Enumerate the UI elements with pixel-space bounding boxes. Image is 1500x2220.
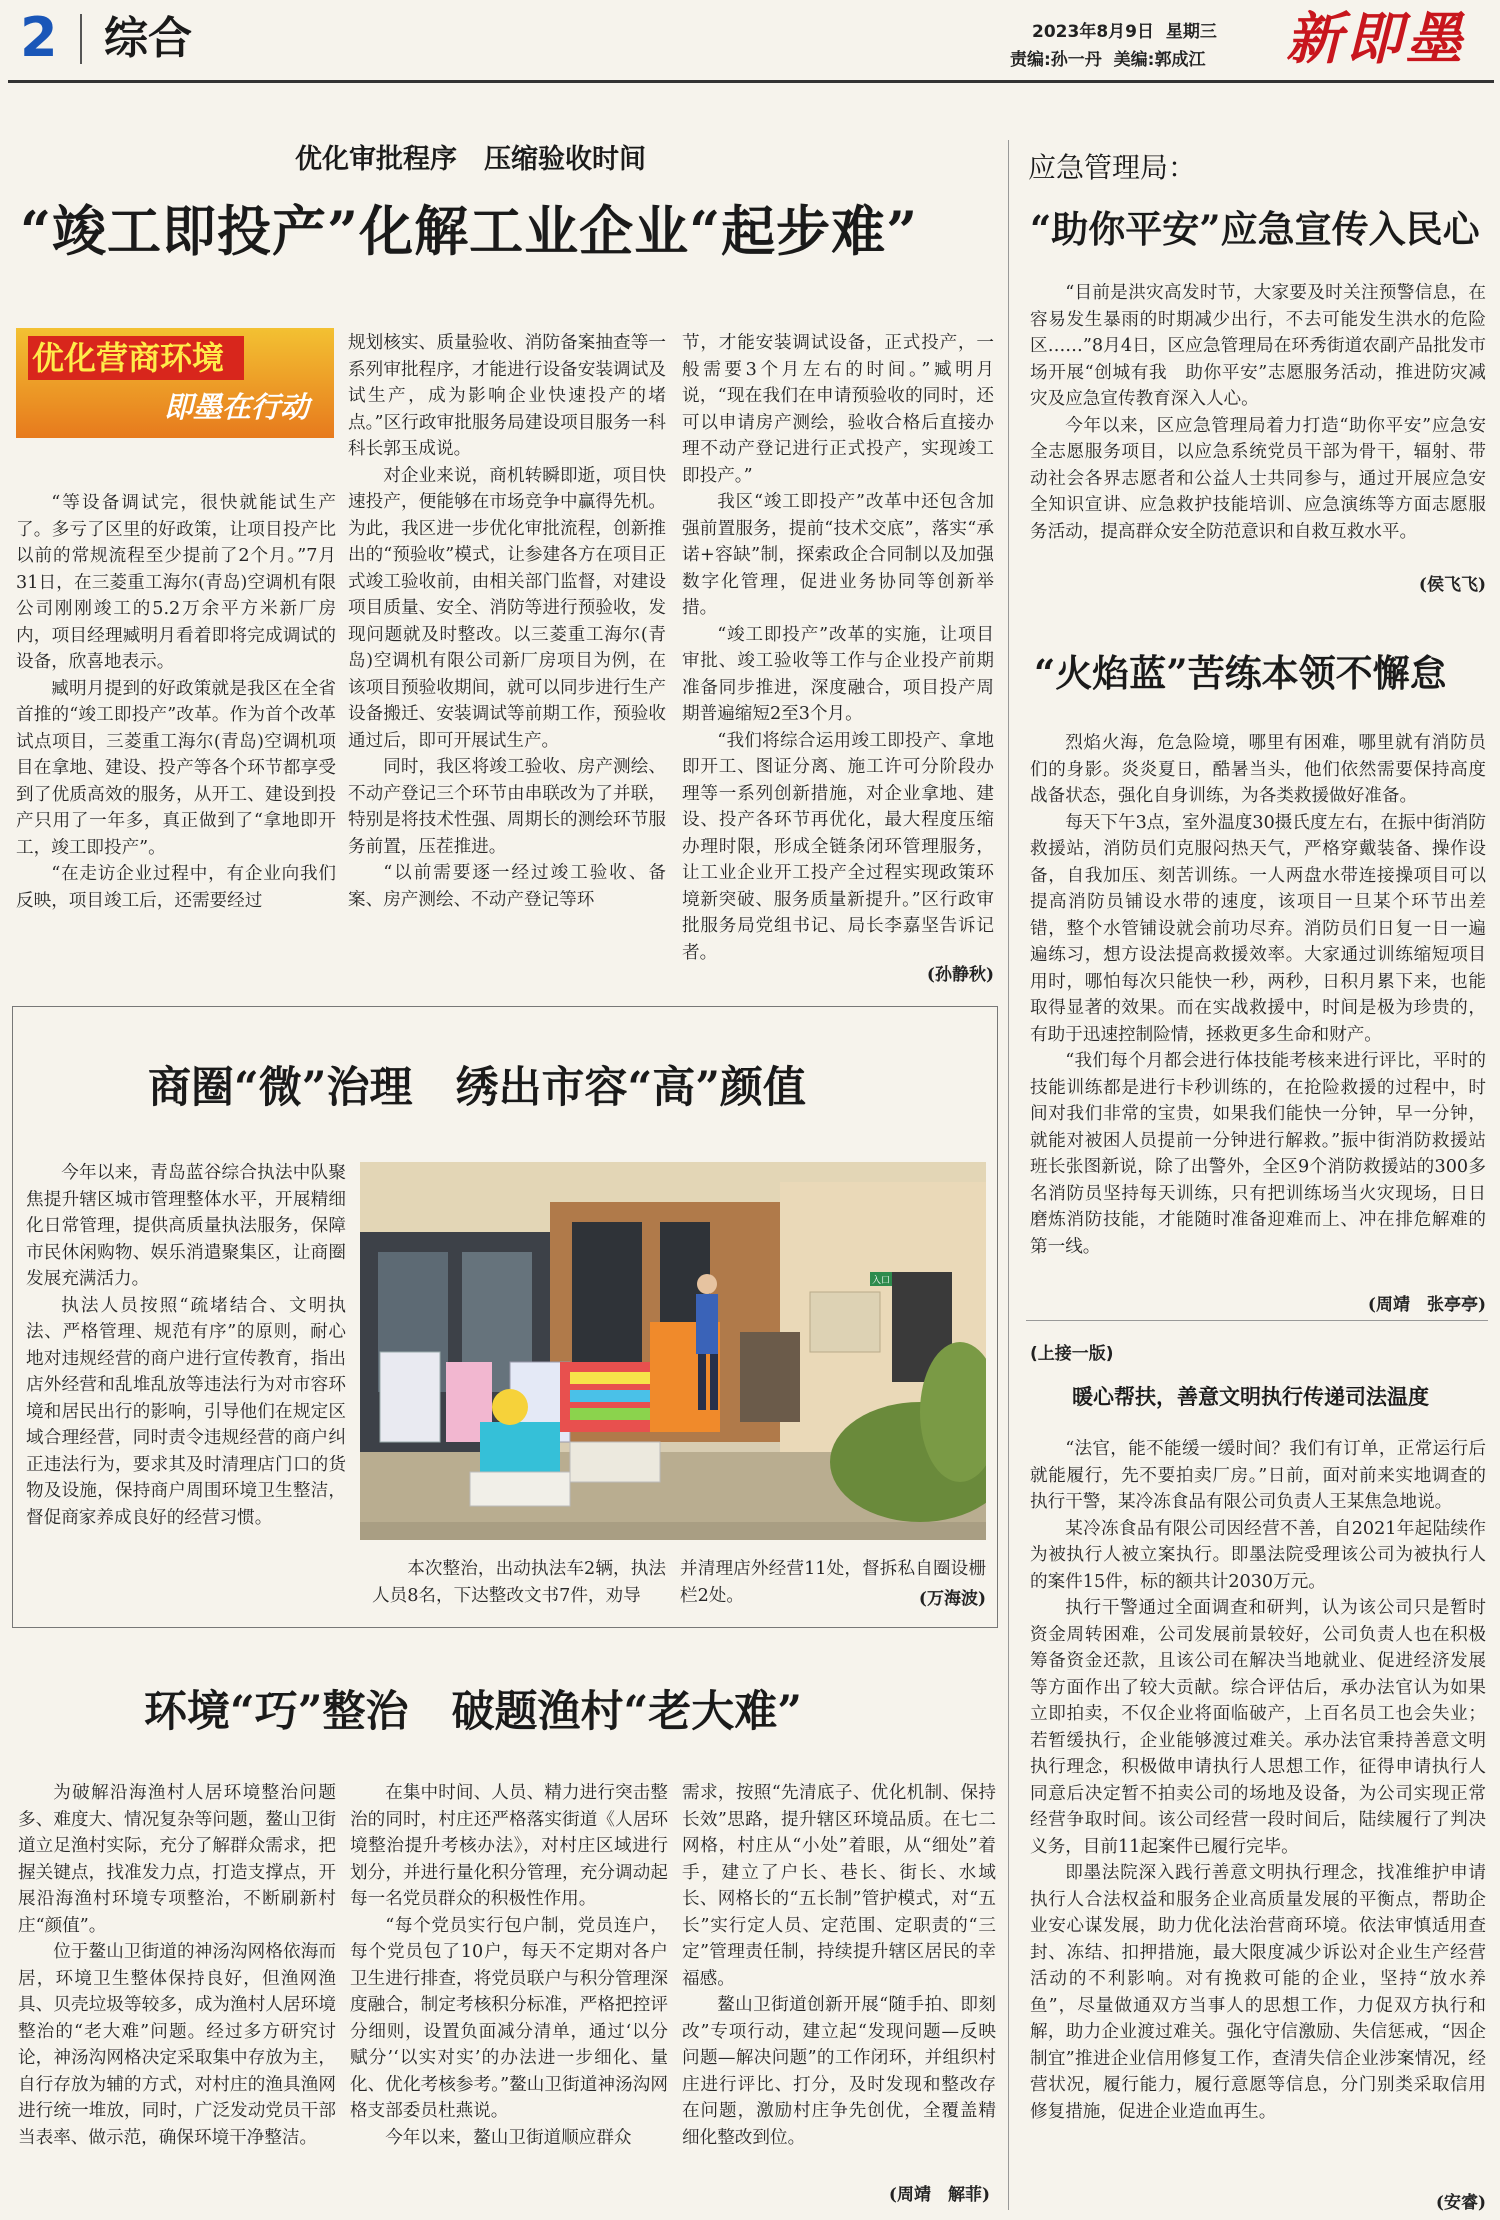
- paragraph: 需求，按照“先清底子、优化机制、保持长效”思路，提升辖区环境品质。在七二网格，村庄从“小处”着眼，从“细处”着手，建立了户长、巷长、街长、水域长、网格长的“五长制”管护模式，对“五长”实行定人员、定范围、定职责的“三定”管理责任制，持续提升辖区居民的幸福感。: [682, 1783, 996, 1989]
- photo-caption-left: [372, 1556, 666, 1609]
- issue-weekday: 星期三: [1165, 22, 1217, 42]
- paragraph: 臧明月提到的好政策就是我区在全省首推的“竣工即投产”改革。作为首个改革试点项目，三菱重工海尔(青岛)空调机项目在拿地、建设、投产等各个环节都享受到了优质高效的服务，从开工、建设到投产只用了一年多，真正做到了“拿地即开工，竣工即投产”。: [16, 678, 336, 858]
- header-editor-line: [1010, 48, 1205, 72]
- paragraph: “法官，能不能缓一缓时间？我们有订单，正常运行后就能履行，先不要拍卖厂房。”日前，面对前来实地调查的执行干警，某冷冻食品有限公司负责人王某焦急地说。: [1030, 1439, 1486, 1512]
- street-photo: [360, 1162, 986, 1540]
- business-environment-badge: [16, 328, 334, 438]
- paragraph: 节，才能安装调试设备，正式投产，一般需要3个月左右的时间。”臧明月说，“现在我们在申请预验收的同时，还可以申请房产测绘，验收合格后直接办理不动产登记进行正式投产，实现竣工即投产。”: [682, 333, 994, 486]
- article2-headline: 商圈“微”治理 绣出市容“高”颜值: [148, 1063, 806, 1113]
- paragraph: “每个党员实行包户制，党员连户，每个党员包了10户，每天不定期对各户卫生进行排查，将党员联户与积分管理深度融合，制定考核积分标准，严格把控评分细则，设置负面减分清单，通过‘以分赋分’‘以实对实’的办法进一步细化、量化、优化考核参考。”鳌山卫街道神汤沟网格支部委员杜燕说。: [350, 1915, 668, 2121]
- paragraph: 规划核实、质量验收、消防备案抽查等一系列审批程序，才能进行设备安装调试及试生产，成为影响企业快速投产的堵点。”区行政审批服务局建设项目服务一科科长郭玉成说。: [348, 333, 666, 459]
- header-date-line: [1032, 20, 1217, 44]
- article6-headline: 暖心帮扶，善意文明执行传递司法温度: [1072, 1384, 1429, 1409]
- paragraph: 位于鳌山卫街道的神汤沟网格依海而居，环境卫生整体保持良好，但渔网渔具、贝壳垃圾等较多，成为渔村人居环境整治的“老大难”问题。经过多方研究讨论，神汤沟网格决定采取集中存放为主，自行存放为辅的方式，对村庄的渔具渔网进行统一堆放，同时，广泛发动党员干部当表率、做示范，确保环境干净整洁。: [18, 1942, 336, 2148]
- paragraph: 同时，我区将竣工验收、房产测绘、不动产登记三个环节由串联改为了并联，特别是将技术性强、周期长的测绘环节服务前置，压茬推进。: [348, 757, 666, 857]
- paragraph: 今年以来，鳌山卫街道顺应群众: [385, 2127, 632, 2148]
- article3-column-1: [18, 1780, 336, 2151]
- article5-headline: “火焰蓝”苦练本领不懈怠: [1034, 651, 1447, 695]
- article6-body: [1030, 1436, 1486, 2125]
- designer-name: 美编:郭成江: [1113, 50, 1206, 70]
- article1-byline: (孙静秋): [926, 965, 994, 985]
- paragraph: 即墨法院深入践行善意文明执行理念，找准维护申请执行人合法权益和服务企业高质量发展的平衡点，帮助企业安心谋发展，助力优化法治营商环境。依法审慎适用查封、冻结、扣押措施，最大限度减少诉讼对企业生产经营活动的不利影响。对有挽救可能的企业，坚持“放水养鱼”，尽量做通双方当事人的思想工作，力促双方执行和解，助力企业渡过难关。强化守信激励、失信惩戒，“因企制宜”推进企业信用修复工作，查清失信企业涉案情况，经营状况，履行能力，履行意愿等信息，分门别类采取信用修复措施，促进企业造血再生。: [1030, 1863, 1486, 2122]
- entrance-sign: 入口: [872, 1276, 891, 1286]
- article1-column-3: [682, 330, 994, 966]
- article5-rule: [1026, 1320, 1488, 1321]
- paragraph: “在走访企业过程中，有企业向我们反映，项目竣工后，还需要经过: [16, 864, 336, 911]
- article5-body: [1030, 730, 1486, 1260]
- article4-byline: (侯飞飞): [1418, 575, 1486, 595]
- paragraph: “我们将综合运用竣工即投产、拿地即开工、图证分离、施工许可分阶段办理等一系列创新措施，对企业拿地、建设、投产各环节再优化，最大程度压缩办理时限，形成全链条闭环管理服务，让工业企业开工投产全过程实现政策环境新突破、服务质量新提升。”区行政审批服务局党组书记、局长李嘉坚告诉记者。: [682, 730, 994, 963]
- article3-headline: 环境“巧”整治 破题渔村“老大难”: [144, 1687, 802, 1737]
- paragraph: “目前是洪灾高发时节，大家要及时关注预警信息，在容易发生暴雨的时期减少出行，不去可能发生洪水的危险区……”8月4日，区应急管理局在环秀街道农副产品批发市场开展“创城有我 助你平安”志愿服务活动，推进防灾减灾及应急宣传教育深入人心。: [1030, 283, 1486, 409]
- article1-kicker: 优化审批程序 压缩验收时间: [295, 144, 646, 175]
- paragraph: “等设备调试完，很快就能试生产了。多亏了区里的好政策，让项目投产比以前的常规流程至少提前了2个月。”7月31日，在三菱重工海尔(青岛)空调机有限公司刚刚竣工的5.2万余平方米新厂房内，项目经理臧明月看着即将完成调试的设备，欣喜地表示。: [16, 493, 336, 672]
- article3-column-2: [350, 1780, 668, 2151]
- paragraph: 某冷冻食品有限公司因经营不善，自2021年起陆续作为被执行人被立案执行。即墨法院受理该公司为被执行人的案件15件，标的额共计2030万元。: [1030, 1518, 1486, 1592]
- article3-byline: (周靖 解菲): [888, 2185, 990, 2205]
- photo-illustration: [360, 1162, 986, 1540]
- badge-slogan: 即墨在行动: [164, 390, 310, 424]
- article6-byline: (安睿): [1435, 2193, 1486, 2213]
- article2-byline: (万海波): [918, 1589, 986, 1609]
- article2-column-1: [26, 1160, 346, 1531]
- article1-headline: “竣工即投产”化解工业企业“起步难”: [20, 199, 919, 263]
- header-rule: [8, 80, 1494, 83]
- article3-column-3: [682, 1780, 996, 2151]
- caption-text: 本次整治，出动执法车2辆，执法人员8名，下达整改文书7件，劝导: [372, 1559, 666, 1606]
- article5-byline: (周靖 张亭亭): [1367, 1295, 1486, 1315]
- badge-title: 优化营商环境: [32, 339, 225, 377]
- paragraph: 鳌山卫街道创新开展“随手拍、即刻改”专项行动，建立起“发现问题—反映问题—解决问题”的工作闭环，并组织村庄进行评比、打分，及时发现和整改存在问题，激励村庄争先创优，全覆盖精细化整改到位。: [682, 1995, 996, 2148]
- paragraph: 每天下午3点，室外温度30摄氏度左右，在振中街消防救援站，消防员们克服闷热天气，严格穿戴装备、操作设备，自我加压、刻苦训练。一人两盘水带连接操项目可以提高消防员铺设水带的速度，该项目一旦某个环节出差错，整个水管铺设就会前功尽弃。消防员们日复一日一遍遍练习，想方设法提高救援效率。大家通过训练缩短项目用时，哪怕每次只能快一秒，两秒，日积月累下来，也能取得显著的效果。而在实战救援中，时间是极为珍贵的，有助于迅速控制险情，拯救更多生命和财产。: [1030, 812, 1486, 1045]
- editor-name: 责编:孙一丹: [1010, 50, 1102, 70]
- paragraph: 对企业来说，商机转瞬即逝，项目快速投产，便能够在市场竞争中赢得先机。为此，我区进一步优化审批流程，创新推出的“预验收”模式，让参建各方在项目正式竣工验收前，由相关部门监督，对建设项目质量、安全、消防等进行预验收，发现问题就及时整改。以三菱重工海尔(青岛)空调机有限公司新厂房项目为例，在该项目预验收期间，就可以同步进行生产设备搬迁、安装调试等前期工作，预验收通过后，即可开展试生产。: [348, 465, 666, 751]
- article4-body: [1030, 280, 1486, 545]
- header-divider: [80, 14, 82, 64]
- paragraph: “竣工即投产”改革的实施，让项目审批、竣工验收等工作与企业投产前期准备同步推进，深度融合，项目投产周期普遍缩短2至3个月。: [682, 624, 994, 724]
- paragraph: 在集中时间、人员、精力进行突击整治的同时，村庄还严格落实街道《人居环境整治提升考核办法》，对村庄区域进行划分，并进行量化积分管理，充分调动起每一名党员群众的积极性作用。: [350, 1783, 668, 1909]
- continued-note: (上接一版): [1030, 1344, 1114, 1364]
- masthead-logo: 新即墨: [1286, 6, 1466, 72]
- issue-date: 2023年8月9日: [1032, 22, 1154, 42]
- article1-column-2: [348, 330, 666, 913]
- column-divider: [1008, 140, 1009, 2210]
- paragraph: 执行干警通过全面调查和研判，认为该公司只是暂时资金周转困难，公司发展前景较好，公司负责人也在积极筹备资金还款，且该公司在解决当地就业、促进经济发展等方面作出了较大贡献。综合评估后，承办法官认为如果立即拍卖，不仅企业将面临破产，上百名员工也会失业；若暂缓执行，企业能够渡过难关。承办法官秉持善意文明执行理念，积极做申请执行人思想工作，征得申请执行人同意后决定暂不拍卖公司的场地及设备，为公司实现正常经营争取时间。该公司经营一段时间后，陆续履行了判决义务，目前11起案件已履行完毕。: [1030, 1598, 1486, 1857]
- paragraph: “我们每个月都会进行体技能考核来进行评比，平时的技能训练都是进行卡秒训练的，在抢险救援的过程中，时间对我们非常的宝贵，如果我们能快一分钟，早一分钟，就能对被困人员提前一分钟进行解救。”振中街消防救援站班长张图新说，除了出警外，全区9个消防救援站的300多名消防员坚持每天训练，只有把训练场当火灾现场，日日磨炼消防技能，才能随时准备迎难而上、冲在排危解难的第一线。: [1030, 1051, 1486, 1257]
- paragraph: 执法人员按照“疏堵结合、文明执法、严格管理、规范有序”的原则，耐心地对违规经营的商户进行宣传教育，指出店外经营和乱堆乱放等违法行为对市容环境和居民出行的影响，引导他们在规定区域合理经营，同时责令违规经营的商户纠正违法行为，要求其及时清理店门口的货物及设施，保持商户周围环境卫生整洁，督促商家养成良好的经营习惯。: [26, 1295, 346, 1528]
- paragraph: 我区“竣工即投产”改革中还包含加强前置服务，提前“技术交底”，落实“承诺+容缺”制，探索政企合同制以及加强数字化管理，促进业务协同等创新举措。: [682, 492, 994, 618]
- paragraph: “以前需要逐一经过竣工验收、备案、房产测绘、不动产登记等环: [348, 863, 666, 910]
- article1-column-1: [16, 490, 336, 914]
- page-number: 2: [20, 6, 58, 69]
- paragraph: 为破解沿海渔村人居环境整治问题多、难度大、情况复杂等问题，鳌山卫街道立足渔村实际，充分了解群众需求，把握关键点，找准发力点，打造支撑点，开展沿海渔村环境专项整治，不断刷新村庄“颜值”。: [18, 1783, 336, 1936]
- caption-text: 并清理店外经营11处，督拆私自圈设栅栏2处。: [680, 1559, 986, 1606]
- article4-headline: “助你平安”应急宣传入民心: [1030, 207, 1480, 251]
- paragraph: 今年以来，区应急管理局着力打造“助你平安”应急安全志愿服务项目，以应急系统党员干部为骨干，辐射、带动社会各界志愿者和公益人士共同参与，通过开展应急安全知识宣讲、应急救护技能培训、应急演练等方面志愿服务活动，提高群众安全防范意识和自救互救水平。: [1030, 415, 1486, 542]
- section-name: 综合: [104, 13, 192, 64]
- paragraph: 今年以来，青岛蓝谷综合执法中队聚焦提升辖区城市管理整体水平，开展精细化日常管理，提供高质量执法服务，保障市民休闲购物、娱乐消遣聚集区，让商圈发展充满活力。: [26, 1163, 346, 1289]
- article4-kicker: 应急管理局：: [1028, 151, 1197, 184]
- paragraph: 烈焰火海，危急险境，哪里有困难，哪里就有消防员们的身影。炎炎夏日，酷暑当头，他们依然需要保持高度战备状态，强化自身训练，为各类救援做好准备。: [1030, 733, 1486, 806]
